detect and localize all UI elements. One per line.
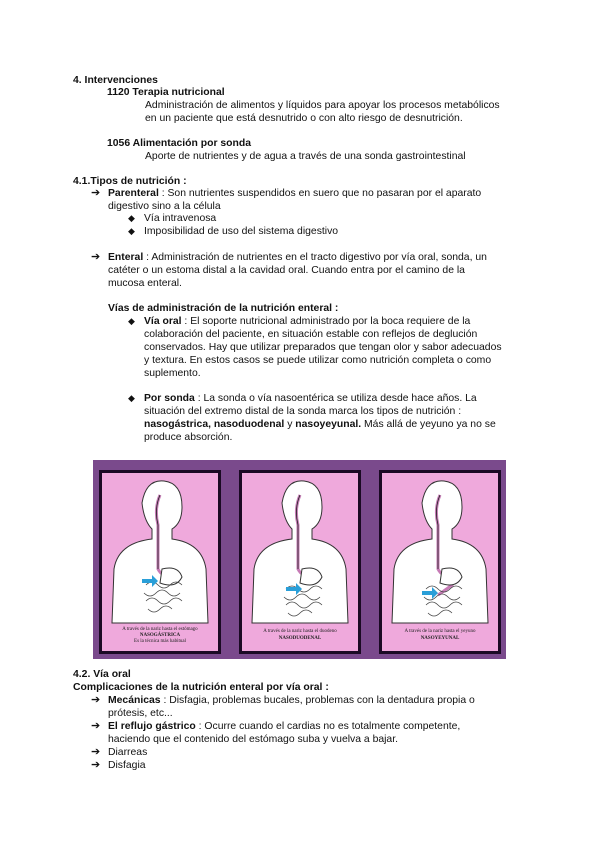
diamond-bullet-icon: ◆ <box>128 226 135 236</box>
oral-label: Vía oral <box>144 316 182 327</box>
mecanicas-text: : Disfagia, problemas bucales, problemas con la dentadura propia o <box>160 695 475 706</box>
arrow-bullet-icon: ➔ <box>91 759 101 771</box>
mecanicas-line-1 <box>108 694 475 707</box>
intervention-1120-text-1: Administración de alimentos y líquidos para apoyar los procesos metabólicos <box>145 100 500 111</box>
reflujo-text: : Ocurre cuando el cardias no es totalmente competente, <box>195 721 461 732</box>
panel2-caption-2: NASODUODENAL <box>278 636 322 641</box>
oral-line-5: suplemento. <box>144 368 201 379</box>
enteral-line-1 <box>108 251 526 264</box>
parenteral-bullet-1: Vía intravenosa <box>144 213 217 224</box>
oral-line-3: conservados. Hay que utilizar preparados que tengan olor y sabor adecuados <box>144 342 502 353</box>
sonda-types-bold-2: nasoyeyunal. <box>295 419 362 430</box>
parenteral-line-2: digestivo sino a la célula <box>108 201 221 212</box>
panel3-caption-2: NASOYEYUNAL <box>420 636 460 641</box>
mecanicas-line-2: prótesis, etc... <box>108 708 173 719</box>
sonda-line-4: produce absorción. <box>144 432 233 443</box>
parenteral-text: : Son nutrientes suspendidos en suero que no pasaran por el aparato <box>158 188 482 199</box>
diarreas-item: Diarreas <box>108 747 148 758</box>
arrow-bullet-icon: ➔ <box>91 187 101 199</box>
reflujo-label: El reflujo gástrico <box>108 721 196 732</box>
arrow-bullet-icon: ➔ <box>91 694 101 706</box>
oral-line-2: colaboración del paciente, en situación estable con reflejos de deglución <box>144 329 478 340</box>
parenteral-line-1 <box>108 187 526 200</box>
diamond-bullet-icon: ◆ <box>128 393 135 403</box>
feeding-tube-figure <box>93 460 506 659</box>
body-silhouette-illustration <box>102 473 218 651</box>
complicaciones-heading: Complicaciones de la nutrición enteral por vía oral : <box>73 682 329 693</box>
intervention-1056-text: Aporte de nutrientes y de agua a través de una sonda gastrointestinal <box>145 151 466 162</box>
section-heading-via-oral: 4.2. Vía oral <box>73 669 131 680</box>
intervention-1056-title: 1056 Alimentación por sonda <box>107 138 251 149</box>
sonda-label: Por sonda <box>144 393 195 404</box>
intervention-1120-text-2: en un paciente que está desnutrido o con alto riesgo de desnutrición. <box>145 113 463 124</box>
oral-text: : El soporte nutricional administrado por la boca requiere de la <box>181 316 471 327</box>
panel-nasoyeyunal <box>379 470 501 654</box>
panel2-caption-1: A través de la nariz hasta el duodeno <box>263 629 337 634</box>
arrow-bullet-icon: ➔ <box>91 720 101 732</box>
enteral-label: Enteral <box>108 252 144 263</box>
body-silhouette-illustration <box>242 473 358 651</box>
parenteral-label: Parenteral <box>108 188 159 199</box>
vias-heading: Vías de administración de la nutrición enteral : <box>108 303 339 314</box>
panel-nasogastrica <box>99 470 221 654</box>
section-heading-intervenciones: 4. Intervenciones <box>73 75 158 86</box>
panel1-caption-2: NASOGÁSTRICA <box>139 633 181 638</box>
arrow-bullet-icon: ➔ <box>91 251 101 263</box>
reflujo-line-2: haciendo que el contenido del estómago suba y vuelva a bajar. <box>108 734 398 745</box>
parenteral-bullet-2: Imposibilidad de uso del sistema digestivo <box>144 226 339 237</box>
intervention-1120-title: 1120 Terapia nutricional <box>107 87 225 98</box>
oral-line-1 <box>144 315 470 328</box>
body-silhouette-illustration <box>382 473 498 651</box>
sonda-line-1 <box>144 392 477 405</box>
enteral-line-3: mucosa enteral. <box>108 278 182 289</box>
sonda-types-and: y <box>284 419 296 430</box>
oral-line-4: y textura. En estos casos se puede utilizar como nutrición completa o como <box>144 355 492 366</box>
panel3-caption-1: A través de la nariz hasta el yeyuno <box>404 629 476 634</box>
diamond-bullet-icon: ◆ <box>128 316 135 326</box>
enteral-text: : Administración de nutrientes en el tracto digestivo por vía oral, sonda, un <box>143 252 487 263</box>
panel1-caption-3: Es la técnica más habitual <box>134 639 186 644</box>
panel1-caption-1: A través de la nariz hasta el estómago <box>122 627 198 632</box>
sonda-line-3 <box>144 418 496 431</box>
diamond-bullet-icon: ◆ <box>128 213 135 223</box>
enteral-line-2: catéter o un estoma distal a la cavidad oral. Cuando entra por el camino de la <box>108 265 465 276</box>
sonda-types-rest: Más allá de yeyuno ya no se <box>361 419 496 430</box>
disfagia-item: Disfagia <box>108 760 146 771</box>
sonda-line-2: situación del extremo distal de la sonda marca los tipos de nutrición : <box>144 406 462 417</box>
section-heading-tipos: 4.1.Tipos de nutrición : <box>73 176 187 187</box>
sonda-text: : La sonda o vía nasoentérica se utiliza desde hace años. La <box>194 393 477 404</box>
reflujo-line-1 <box>108 720 460 733</box>
panel-nasoduodenal <box>239 470 361 654</box>
sonda-types-bold: nasogástrica, nasoduodenal <box>144 419 285 430</box>
mecanicas-label: Mecánicas <box>108 695 161 706</box>
arrow-bullet-icon: ➔ <box>91 746 101 758</box>
